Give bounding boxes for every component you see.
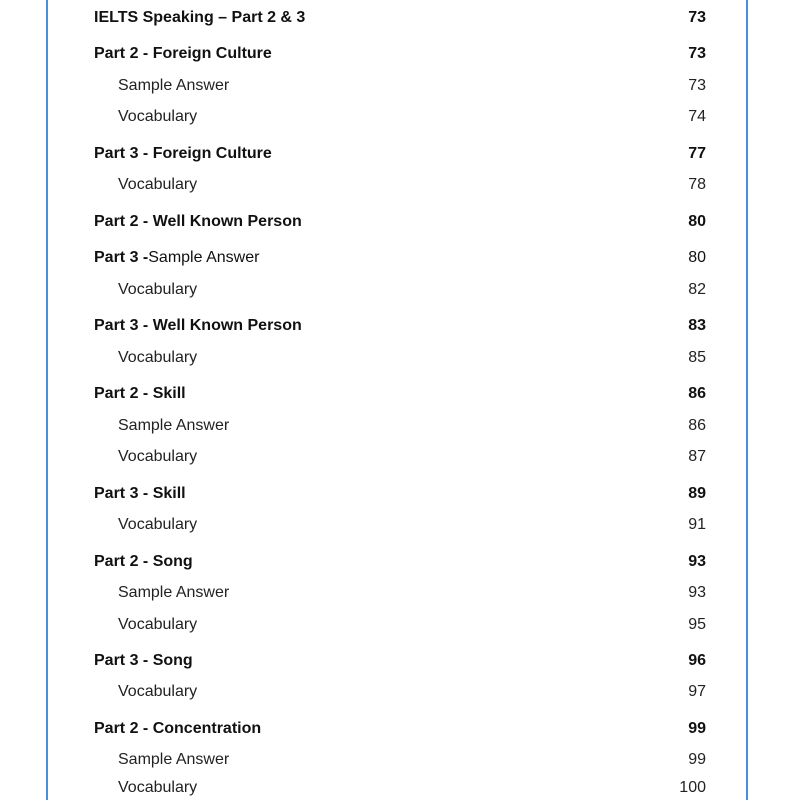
toc-entry-title: Vocabulary xyxy=(118,281,198,298)
toc-entry[interactable] xyxy=(0,717,800,741)
toc-entry[interactable] xyxy=(0,210,800,234)
toc-entry-page: 85 xyxy=(688,349,706,366)
toc-entry-title: Part 2 - Well Known Person xyxy=(94,213,302,230)
toc-entry-page: 78 xyxy=(688,176,706,193)
toc-entry-title: Part 2 - Skill xyxy=(94,385,186,402)
toc-entry-page: 80 xyxy=(688,249,706,266)
toc-entry[interactable] xyxy=(0,649,800,673)
toc-entry-page: 82 xyxy=(688,281,706,298)
toc-entry[interactable] xyxy=(0,550,800,574)
toc-entry-page: 93 xyxy=(688,584,706,601)
toc-subentry[interactable] xyxy=(0,346,800,370)
toc-entry-title: Part 3 - Song xyxy=(94,652,193,669)
toc-subentry[interactable] xyxy=(0,445,800,469)
toc-subentry[interactable] xyxy=(0,105,800,129)
toc-entry-title: Part 3 - Foreign Culture xyxy=(94,145,272,162)
toc-entry-page: 99 xyxy=(688,720,706,737)
toc-entry[interactable] xyxy=(0,382,800,406)
toc-entry-title: Part 3 - Skill xyxy=(94,485,186,502)
toc-entry-title xyxy=(94,246,259,270)
toc-subentry[interactable] xyxy=(0,581,800,605)
toc-entry-title: Vocabulary xyxy=(118,448,198,465)
toc-entry-title-normal: Sample Answer xyxy=(148,249,260,266)
toc-entry-page: 73 xyxy=(688,45,706,62)
toc-subentry[interactable] xyxy=(0,74,800,98)
toc-entry-title: Vocabulary xyxy=(118,108,198,125)
toc-entry-page: 86 xyxy=(688,385,706,402)
toc-subentry[interactable] xyxy=(0,278,800,302)
toc-entry-title: Part 2 - Song xyxy=(94,553,193,570)
toc-entry-title: Part 2 - Concentration xyxy=(94,720,262,737)
toc-entry-title: Vocabulary xyxy=(118,683,198,700)
toc-subentry[interactable] xyxy=(0,748,800,772)
toc-entry[interactable] xyxy=(0,6,800,30)
toc-entry-title: Part 3 - Well Known Person xyxy=(94,317,302,334)
toc-entry-page: 73 xyxy=(688,77,706,94)
toc-entry-title: Part 2 - Foreign Culture xyxy=(94,45,272,62)
toc-entry-title: Vocabulary xyxy=(118,516,198,533)
toc-entry-title: Vocabulary xyxy=(118,616,198,633)
toc-entry-title: Sample Answer xyxy=(118,751,230,768)
toc-subentry[interactable] xyxy=(0,173,800,197)
toc-entry[interactable] xyxy=(0,314,800,338)
toc-entry-page: 93 xyxy=(688,553,706,570)
toc-entry-title: Sample Answer xyxy=(118,584,230,601)
toc-entry-page: 100 xyxy=(679,779,706,796)
toc-entry[interactable] xyxy=(0,482,800,506)
toc-entry-page: 73 xyxy=(688,9,706,26)
toc-entry-page: 97 xyxy=(688,683,706,700)
toc-subentry[interactable] xyxy=(0,414,800,438)
toc-entry-page: 96 xyxy=(688,652,706,669)
toc-entry-page: 95 xyxy=(688,616,706,633)
toc-entry-page: 74 xyxy=(688,108,706,125)
toc-entry-title: Vocabulary xyxy=(118,779,198,796)
toc-subentry[interactable] xyxy=(0,513,800,537)
toc-entry-page: 80 xyxy=(688,213,706,230)
toc-entry-page: 77 xyxy=(688,145,706,162)
toc-entry-page: 91 xyxy=(688,516,706,533)
toc-entry-title-bold: Part 3 - xyxy=(94,249,149,266)
toc-entry-page: 99 xyxy=(688,751,706,768)
toc-entry-title: Sample Answer xyxy=(118,77,230,94)
toc-subentry[interactable] xyxy=(0,776,800,800)
toc-entry-page: 89 xyxy=(688,485,706,502)
toc-entry-page: 83 xyxy=(688,317,706,334)
toc-entry[interactable] xyxy=(0,42,800,66)
toc-entry-page: 86 xyxy=(688,417,706,434)
toc-subentry[interactable] xyxy=(0,680,800,704)
toc-entry-page: 87 xyxy=(688,448,706,465)
toc-entry[interactable] xyxy=(0,142,800,166)
toc-entry-title: Sample Answer xyxy=(118,417,230,434)
toc-subentry[interactable] xyxy=(0,613,800,637)
toc-entry[interactable] xyxy=(0,246,800,270)
toc-entry-title: Vocabulary xyxy=(118,349,198,366)
toc-entry-title: IELTS Speaking – Part 2 & 3 xyxy=(94,9,306,26)
toc-entry-title: Vocabulary xyxy=(118,176,198,193)
